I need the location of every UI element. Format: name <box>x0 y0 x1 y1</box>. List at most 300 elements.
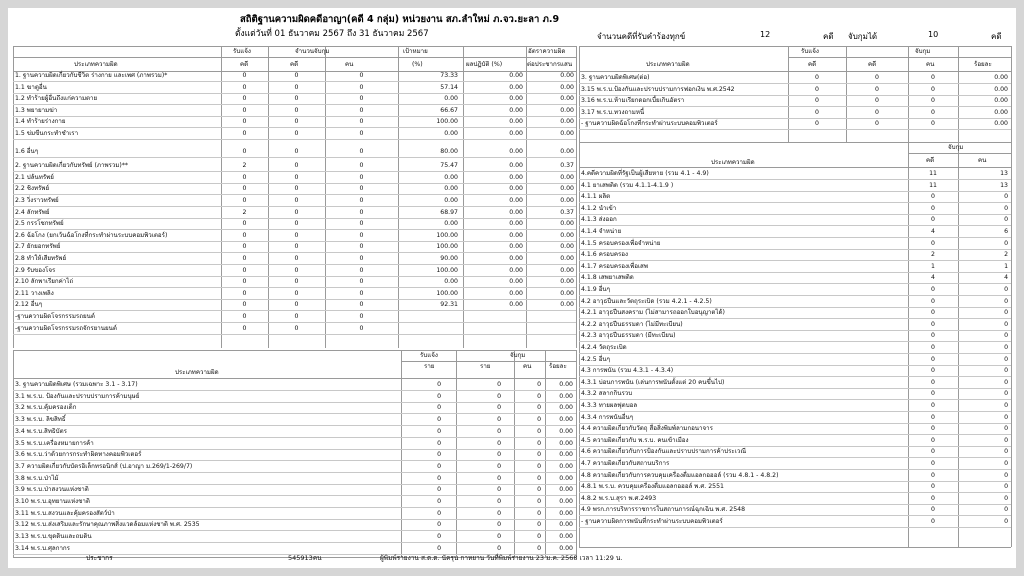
left-row-result: 0.00 <box>509 243 523 251</box>
left-row-result: 0.00 <box>509 72 523 79</box>
arrested-cases-label: จับกุมได้ <box>848 32 878 41</box>
right-top-row-line <box>579 83 1011 84</box>
sec3-row-line <box>13 484 576 485</box>
sec3-row-people: 0 <box>537 451 541 459</box>
left-row-target: 90.00 <box>440 255 458 262</box>
left-row-received: 0 <box>242 106 247 114</box>
right-bottom-row-person: 0 <box>1004 332 1008 340</box>
left-row-line <box>13 104 576 105</box>
left-row-result: 0.00 <box>509 130 523 137</box>
right-top-header-pct: ร้อยละ <box>974 61 992 68</box>
left-row-line <box>13 310 576 311</box>
right-bottom-header-bottom <box>579 167 1011 168</box>
left-row-label: 2.10 ลักพาเรียกค่าไถ่ <box>15 278 74 286</box>
right-bottom-row-line <box>579 249 1011 250</box>
right-bottom-row-person: 0 <box>1004 320 1008 328</box>
left-row-arrest-person: 0 <box>359 106 364 114</box>
left-row-rate: 0.00 <box>560 130 574 137</box>
right-bottom-row-label: 4.1.7 ครอบครองเพื่อเสพ <box>581 262 648 270</box>
right-bottom-row-case: 4 <box>931 274 935 282</box>
right-bottom-row-person: 0 <box>1004 506 1008 514</box>
left-table-header-divider <box>13 57 576 58</box>
sec3-row-people: 0 <box>537 416 541 424</box>
right-top-row-arrest-case: 0 <box>875 97 879 105</box>
right-bottom-row-label: 4.1.6 ครอบครอง <box>581 251 629 259</box>
right-bottom-row-person: 0 <box>1004 518 1008 525</box>
right-bottom-row-case: 0 <box>931 460 935 467</box>
sec3-row-received: 0 <box>437 498 441 505</box>
left-row-received: 0 <box>242 289 247 297</box>
right-bottom-row-label: 4.3.3 ทายผลฟุตบอล <box>581 402 638 409</box>
right-bottom-row-person: 1 <box>1004 262 1008 270</box>
right-bottom-row-person: 0 <box>1004 355 1008 363</box>
right-top-row-label: - ฐานความผิดฉ้อโกงที่กระทำผ่านระบบคอมพิวเตอร์ <box>581 120 718 128</box>
left-row-line <box>13 194 576 195</box>
sec3-row-label: 3.14 พ.ร.บ.ศุลกากร <box>15 544 70 552</box>
right-bottom-row-label: 4.1.1 ผลิต <box>581 193 611 201</box>
right-bottom-row-case: 2 <box>931 251 935 259</box>
right-bottom-row-person: 0 <box>1004 448 1008 456</box>
right-bottom-row-case: 0 <box>931 413 935 421</box>
right-bottom-row-case: 0 <box>931 494 935 502</box>
left-row-rate: 0.00 <box>560 106 574 114</box>
right-bottom-row-case: 0 <box>931 390 935 398</box>
right-top-row-received: 0 <box>815 120 819 128</box>
left-row-received: 0 <box>242 313 247 320</box>
sec3-row-arrest: 0 <box>497 427 501 435</box>
received-cases-label: จำนวนคดีที่รับคำร้องทุกข์ <box>597 32 686 41</box>
right-bottom-row-case: 0 <box>931 506 935 514</box>
right-top-header-category: ประเภทความผิด <box>646 61 690 68</box>
sec3-row-arrest: 0 <box>497 416 501 424</box>
right-bottom-row-label: 4.คดีความผิดที่รัฐเป็นผู้เสียหาย (รวม 4.1 - 4.9) <box>581 170 709 177</box>
left-row-target: 68.97 <box>440 208 458 216</box>
left-row-rate: 0.00 <box>560 72 574 79</box>
sec3-row-received: 0 <box>437 533 441 541</box>
right-top-header-received: รับแจ้ง <box>801 48 819 55</box>
left-row-target: 0.00 <box>444 197 458 204</box>
left-row-arrest-case: 0 <box>294 72 299 79</box>
right-top-row-pct: 0.00 <box>994 74 1008 81</box>
left-row-arrest-case: 0 <box>294 243 299 251</box>
sec3-row-received: 0 <box>437 427 441 435</box>
sec3-row-pct: 0.00 <box>559 509 573 517</box>
right-bottom-row-case: 0 <box>931 309 935 317</box>
left-row-arrest-case: 0 <box>294 208 299 216</box>
right-bottom-row-line <box>579 283 1011 284</box>
report-sheet <box>8 8 1016 568</box>
left-row-target: 92.31 <box>440 301 458 309</box>
sec3-row-arrest: 0 <box>497 486 501 494</box>
left-header-arrest: จำนวนจับกุม <box>295 48 330 55</box>
left-row-rate: 0.00 <box>560 243 574 251</box>
left-row-rate: 0.00 <box>560 231 574 239</box>
right-bottom-row-person: 0 <box>1004 309 1008 317</box>
left-row-line <box>13 229 576 230</box>
sec3-row-label: 3.12 พ.ร.บ.ส่งเสริมและรักษาคุณภาพสิ่งแวดล้อมแห่งชาติ พ.ศ. 2535 <box>15 521 200 529</box>
right-top-row-arrest-case: 0 <box>875 108 879 116</box>
right-bottom-row-label: 4.1.3 ส่งออก <box>581 216 617 224</box>
right-bottom-row-label: 4.2.3 อาวุธปืนธรรมดา (มีทะเบียน) <box>581 332 676 340</box>
right-bottom-row-case: 0 <box>931 378 935 386</box>
sec3-row-arrest: 0 <box>497 392 501 400</box>
left-row-arrest-person: 0 <box>359 95 364 103</box>
left-table-column-line <box>576 46 577 348</box>
right-bottom-row-case: 0 <box>931 436 935 444</box>
left-row-line <box>13 81 576 82</box>
left-row-line <box>13 139 576 140</box>
right-bottom-row-person: 13 <box>1000 170 1008 177</box>
sec3-column-line <box>576 350 577 557</box>
left-row-target: 0.00 <box>444 185 458 193</box>
left-row-label: 1.6 อื่นๆ <box>15 147 39 155</box>
right-bottom-row-line <box>579 272 1011 273</box>
left-row-label: 2.7 ยักยอกทรัพย์ <box>15 243 61 251</box>
left-row-arrest-person: 0 <box>359 289 364 297</box>
left-row-result: 0.00 <box>509 301 523 309</box>
sec3-row-line <box>13 449 576 450</box>
left-row-line <box>13 171 576 172</box>
right-top-row-received: 0 <box>815 97 819 105</box>
right-bottom-row-person: 2 <box>1004 251 1008 259</box>
received-cases-unit: คดี <box>823 32 834 41</box>
left-row-arrest-person: 0 <box>359 243 364 251</box>
left-header-target: เป้าหมาย <box>403 48 428 55</box>
sec3-row-line <box>13 542 576 543</box>
left-row-received: 0 <box>242 83 247 91</box>
left-row-arrest-person: 0 <box>359 324 364 332</box>
sec3-row-pct: 0.00 <box>559 416 573 424</box>
sec3-row-received: 0 <box>437 381 441 388</box>
left-row-received: 0 <box>242 220 247 228</box>
left-row-label: 1.2 ทำร้ายผู้อื่นถึงแก่ความตาย <box>15 95 98 103</box>
right-bottom-row-case: 0 <box>931 332 935 340</box>
left-row-result: 0.00 <box>509 185 523 193</box>
left-row-arrest-case: 0 <box>294 278 299 286</box>
sec3-row-arrest: 0 <box>497 451 501 459</box>
left-row-arrest-case: 0 <box>294 185 299 193</box>
left-row-arrest-person: 0 <box>359 278 364 286</box>
sec3-row-people: 0 <box>537 509 541 517</box>
left-row-rate: 0.00 <box>560 301 574 309</box>
left-row-target: 80.00 <box>440 147 458 155</box>
right-bottom-header-person: คน <box>978 157 987 164</box>
sec3-header-people: คน <box>523 363 532 370</box>
left-row-result: 0.00 <box>509 231 523 239</box>
left-row-arrest-case: 0 <box>294 231 299 239</box>
right-bottom-row-label: 4.3.2 สลากกินรวบ <box>581 390 633 398</box>
left-row-result: 0.00 <box>509 83 523 91</box>
right-bottom-row-case: 0 <box>931 239 935 247</box>
right-bottom-row-line <box>579 237 1011 238</box>
right-bottom-row-person: 0 <box>1004 471 1008 479</box>
right-bottom-row-line <box>579 295 1011 296</box>
right-top-row-arrest-case: 0 <box>875 74 879 81</box>
left-row-result: 0.00 <box>509 278 523 286</box>
sec3-row-people: 0 <box>537 381 541 388</box>
right-bottom-row-person: 0 <box>1004 378 1008 386</box>
left-row-received: 0 <box>242 255 247 262</box>
right-bottom-row-line <box>579 365 1011 366</box>
right-bottom-row-label: 4.9 พรก.การบริหารราชการในสถานการณ์ฉุกเฉิน พ.ศ. 2548 <box>581 506 746 514</box>
left-row-arrest-person: 0 <box>359 83 364 91</box>
sec3-row-people: 0 <box>537 533 541 541</box>
sec3-row-label: 3.13 พ.ร.บ.ขุดดินและถมดิน <box>15 533 92 541</box>
left-row-label: 2.9 รับของโจร <box>15 266 56 274</box>
sec3-row-received: 0 <box>437 404 441 412</box>
sec3-row-arrest: 0 <box>497 404 501 412</box>
right-top-row-line <box>579 95 1011 96</box>
right-bottom-row-case: 0 <box>931 518 935 525</box>
sec3-row-label: 3.7 ความผิดเกี่ยวกับบัตรอิเล็กทรอนิกส์ (ป.อาญา ม.269/1-269/7) <box>15 462 193 470</box>
right-top-row-pct: 0.00 <box>994 97 1008 105</box>
right-top-row-arrest-person: 0 <box>931 97 935 105</box>
right-bottom-row-line <box>579 457 1011 458</box>
right-bottom-header-divider <box>908 153 1011 154</box>
left-row-rate: 0.37 <box>560 162 574 170</box>
population-value: 545913คน <box>288 554 322 562</box>
left-row-line <box>13 299 576 300</box>
right-bottom-row-label: 4.1.9 อื่นๆ <box>581 286 610 293</box>
left-row-received: 0 <box>242 197 247 204</box>
right-bottom-row-person: 4 <box>1004 274 1008 282</box>
sec3-row-arrest: 0 <box>497 498 501 505</box>
right-bottom-row-line <box>579 225 1011 226</box>
sec3-row-arrest: 0 <box>497 381 501 388</box>
sec3-row-arrest: 0 <box>497 474 501 482</box>
left-row-received: 0 <box>242 278 247 286</box>
sec3-row-received: 0 <box>437 462 441 470</box>
left-row-arrest-person: 0 <box>359 231 364 239</box>
sec3-row-people: 0 <box>537 392 541 400</box>
right-top-row-line <box>579 129 1011 130</box>
sec3-row-pct: 0.00 <box>559 521 573 529</box>
left-row-arrest-case: 0 <box>294 95 299 103</box>
right-bottom-row-label: 4.1.5 ครอบครองเพื่อจำหน่าย <box>581 239 661 247</box>
left-row-rate: 0.00 <box>560 255 574 262</box>
right-bottom-row-label: 4.8 ความผิดเกี่ยวกับการควบคุมเครื่องดื่มแอลกอฮอล์ (รวม 4.8.1 - 4.8.2) <box>581 471 779 479</box>
right-bottom-header-arrest: จับกุม <box>948 144 964 151</box>
left-row-received: 0 <box>242 173 247 181</box>
sec3-row-received: 0 <box>437 416 441 424</box>
received-cases-value: 12 <box>760 30 771 39</box>
sec3-row-pct: 0.00 <box>559 533 573 541</box>
sec3-header-received: รับแจ้ง <box>420 352 438 359</box>
left-row-label: 2.5 กรรโชกทรัพย์ <box>15 220 64 228</box>
sec3-row-label: 3.4 พ.ร.บ.สิทธิบัตร <box>15 427 67 435</box>
sec3-row-label: 3.10 พ.ร.บ.อุทยานแห่งชาติ <box>15 498 90 505</box>
right-top-row-label: 3.16 พ.ร.บ.ห้ามเรียกดอกเบี้ยเกินอัตรา <box>581 97 685 105</box>
left-row-label: 1.4 ทำร้ายร่างกาย <box>15 118 66 126</box>
sec3-row-people: 0 <box>537 486 541 494</box>
sec3-row-arrest: 0 <box>497 544 501 552</box>
right-bottom-row-case: 11 <box>929 170 937 177</box>
right-bottom-row-line <box>579 446 1011 447</box>
right-bottom-row-line <box>579 318 1011 319</box>
left-row-arrest-case: 0 <box>294 147 299 155</box>
left-row-label: 1. ฐานความผิดเกี่ยวกับชีวิต ร่างกาย และเพศ (ภาพรวม)* <box>15 72 168 79</box>
right-bottom-row-label: 4.1.4 จำหน่าย <box>581 228 622 235</box>
right-bottom-row-case: 0 <box>931 471 935 479</box>
right-bottom-row-line <box>579 469 1011 470</box>
population-label: ประชากร <box>86 554 113 562</box>
arrested-cases-unit: คดี <box>991 32 1002 41</box>
right-bottom-row-person: 0 <box>1004 297 1008 305</box>
left-header-crime-rate: อัตราความผิด <box>528 48 566 55</box>
left-row-arrest-person: 0 <box>359 208 364 216</box>
right-bottom-row-case: 0 <box>931 425 935 433</box>
left-row-arrest-case: 0 <box>294 118 299 126</box>
right-bottom-row-person: 0 <box>1004 483 1008 491</box>
left-header-person: คน <box>345 61 354 68</box>
left-row-arrest-person: 0 <box>359 173 364 181</box>
right-bottom-row-label: 4.3.4 การพนันอื่นๆ <box>581 413 634 421</box>
sec3-row-pct: 0.00 <box>559 451 573 459</box>
right-bottom-row-case: 0 <box>931 448 935 456</box>
sec3-row-received: 0 <box>437 474 441 482</box>
left-row-rate: 0.00 <box>560 266 574 274</box>
right-bottom-row-line <box>579 353 1011 354</box>
left-row-target: 0.00 <box>444 278 458 286</box>
right-bottom-row-label: 4.1.2 นำเข้า <box>581 204 617 212</box>
left-row-arrest-person: 0 <box>359 313 364 320</box>
right-top-row-arrest-person: 0 <box>931 120 935 128</box>
right-top-header-case: คดี <box>868 61 877 68</box>
right-bottom-row-person: 6 <box>1004 228 1008 235</box>
right-bottom-row-case: 0 <box>931 286 935 293</box>
right-bottom-row-line <box>579 481 1011 482</box>
sec3-header-person: ราย <box>480 363 491 370</box>
left-row-arrest-case: 0 <box>294 220 299 228</box>
sec3-row-people: 0 <box>537 462 541 470</box>
left-row-arrest-person: 0 <box>359 220 364 228</box>
sec3-header-case: ราย <box>424 363 435 370</box>
left-row-result: 0.00 <box>509 95 523 103</box>
left-row-received: 0 <box>242 231 247 239</box>
printed-by-line: ผู้พิมพ์รายงาน ส.ต.ต. นัครุน กาหยาน วันที่พิมพ์รายงาน 23 ม.ค. 2568 เวลา 11:29 น. <box>380 554 623 562</box>
right-bottom-row-line <box>579 515 1011 516</box>
left-row-line <box>13 93 576 94</box>
right-bottom-row-person: 0 <box>1004 286 1008 293</box>
right-top-row-arrest-case: 0 <box>875 85 879 93</box>
left-header-result: ผลปฏิบัติ (%) <box>466 61 503 68</box>
left-row-received: 0 <box>242 72 247 79</box>
left-row-rate: 0.00 <box>560 147 574 155</box>
left-row-result: 0.00 <box>509 162 523 170</box>
left-row-line <box>13 287 576 288</box>
right-top-header-arrest: จับกุม <box>915 48 931 55</box>
right-bottom-row-person: 13 <box>1000 181 1008 189</box>
left-row-arrest-case: 0 <box>294 289 299 297</box>
right-bottom-row-label: 4.7 ความผิดเกี่ยวกับสถานบริการ <box>581 460 670 467</box>
sec3-row-label: 3.1 พ.ร.บ. ป้องกันและปราบปรามการค้ามนุษย์ <box>15 392 140 400</box>
right-bottom-row-person: 0 <box>1004 436 1008 444</box>
left-row-line <box>13 264 576 265</box>
left-row-arrest-case: 0 <box>294 301 299 309</box>
right-bottom-header-category: ประเภทความผิด <box>711 159 755 166</box>
right-top-row-pct: 0.00 <box>994 120 1008 128</box>
left-row-line <box>13 252 576 253</box>
left-row-arrest-case: 0 <box>294 83 299 91</box>
left-row-rate: 0.00 <box>560 173 574 181</box>
sec3-row-received: 0 <box>437 509 441 517</box>
left-row-label: 2.4 ลักทรัพย์ <box>15 208 50 216</box>
left-row-arrest-case: 0 <box>294 130 299 137</box>
left-row-line <box>13 127 576 128</box>
right-bottom-row-line <box>579 388 1011 389</box>
left-row-line <box>13 183 576 184</box>
sec3-row-line <box>13 507 576 508</box>
sec3-row-pct: 0.00 <box>559 544 573 552</box>
left-row-arrest-person: 0 <box>359 118 364 126</box>
sec3-row-pct: 0.00 <box>559 427 573 435</box>
right-top-row-arrest-case: 0 <box>875 120 879 128</box>
left-row-received: 0 <box>242 95 247 103</box>
left-row-received: 0 <box>242 118 247 126</box>
right-bottom-row-case: 0 <box>931 297 935 305</box>
left-row-label: -ฐานความผิดโจรกรรมรถจักรยานยนต์ <box>15 324 117 332</box>
sec3-row-label: 3.3 พ.ร.บ. ลิขสิทธิ์ <box>15 416 66 424</box>
left-row-received: 2 <box>242 162 247 170</box>
right-bottom-row-label: 4.1 ยาเสพติด (รวม 4.1.1-4.1.9 ) <box>581 181 674 189</box>
right-bottom-row-line <box>579 260 1011 261</box>
right-top-row-label: 3. ฐานความผิดพิเศษ(ต่อ) <box>581 74 650 81</box>
sec3-top-border <box>13 350 576 351</box>
sec3-row-pct: 0.00 <box>559 474 573 482</box>
left-row-arrest-person: 0 <box>359 185 364 193</box>
left-row-rate: 0.00 <box>560 220 574 228</box>
right-bottom-row-person: 0 <box>1004 402 1008 409</box>
right-top-row-pct: 0.00 <box>994 85 1008 93</box>
left-row-result: 0.00 <box>509 197 523 204</box>
right-bottom-row-line <box>579 191 1011 192</box>
sec3-row-pct: 0.00 <box>559 498 573 505</box>
right-bottom-row-line <box>579 411 1011 412</box>
sec3-row-label: 3.8 พ.ร.บ.ป่าไม้ <box>15 474 59 482</box>
right-bottom-row-label: 4.2.5 อื่นๆ <box>581 355 610 363</box>
right-top-border <box>579 46 1011 47</box>
left-row-line <box>13 218 576 219</box>
sec3-header-divider <box>401 361 576 362</box>
left-row-arrest-case: 0 <box>294 266 299 274</box>
right-bottom-row-label: 4.2.4 วัตถุระเบิด <box>581 344 627 351</box>
sec3-row-people: 0 <box>537 474 541 482</box>
sec3-row-received: 0 <box>437 544 441 552</box>
left-row-rate: 0.00 <box>560 289 574 297</box>
right-top-header-bottom <box>579 71 1011 72</box>
left-row-received: 0 <box>242 266 247 274</box>
left-row-target: 100.00 <box>436 231 458 239</box>
sec3-row-people: 0 <box>537 404 541 412</box>
right-bottom-row-person: 0 <box>1004 413 1008 421</box>
sec3-row-pct: 0.00 <box>559 381 573 388</box>
left-row-result: 0.00 <box>509 266 523 274</box>
sec3-row-people: 0 <box>537 544 541 552</box>
left-row-received: 0 <box>242 324 247 332</box>
right-bottom-row-line <box>579 307 1011 308</box>
right-bottom-row-case: 1 <box>931 262 935 270</box>
right-top-row-arrest-person: 0 <box>931 74 935 81</box>
sec3-row-received: 0 <box>437 451 441 459</box>
left-header-category: ประเภทความผิด <box>74 61 118 68</box>
left-row-arrest-case: 0 <box>294 324 299 332</box>
right-bottom-border <box>579 547 1011 548</box>
left-row-label: 2.2 ชิงทรัพย์ <box>15 185 50 193</box>
right-bottom-row-case: 0 <box>931 193 935 201</box>
arrested-cases-value: 10 <box>928 30 939 39</box>
right-bottom-row-case: 0 <box>931 344 935 351</box>
right-bottom-row-line <box>579 179 1011 180</box>
